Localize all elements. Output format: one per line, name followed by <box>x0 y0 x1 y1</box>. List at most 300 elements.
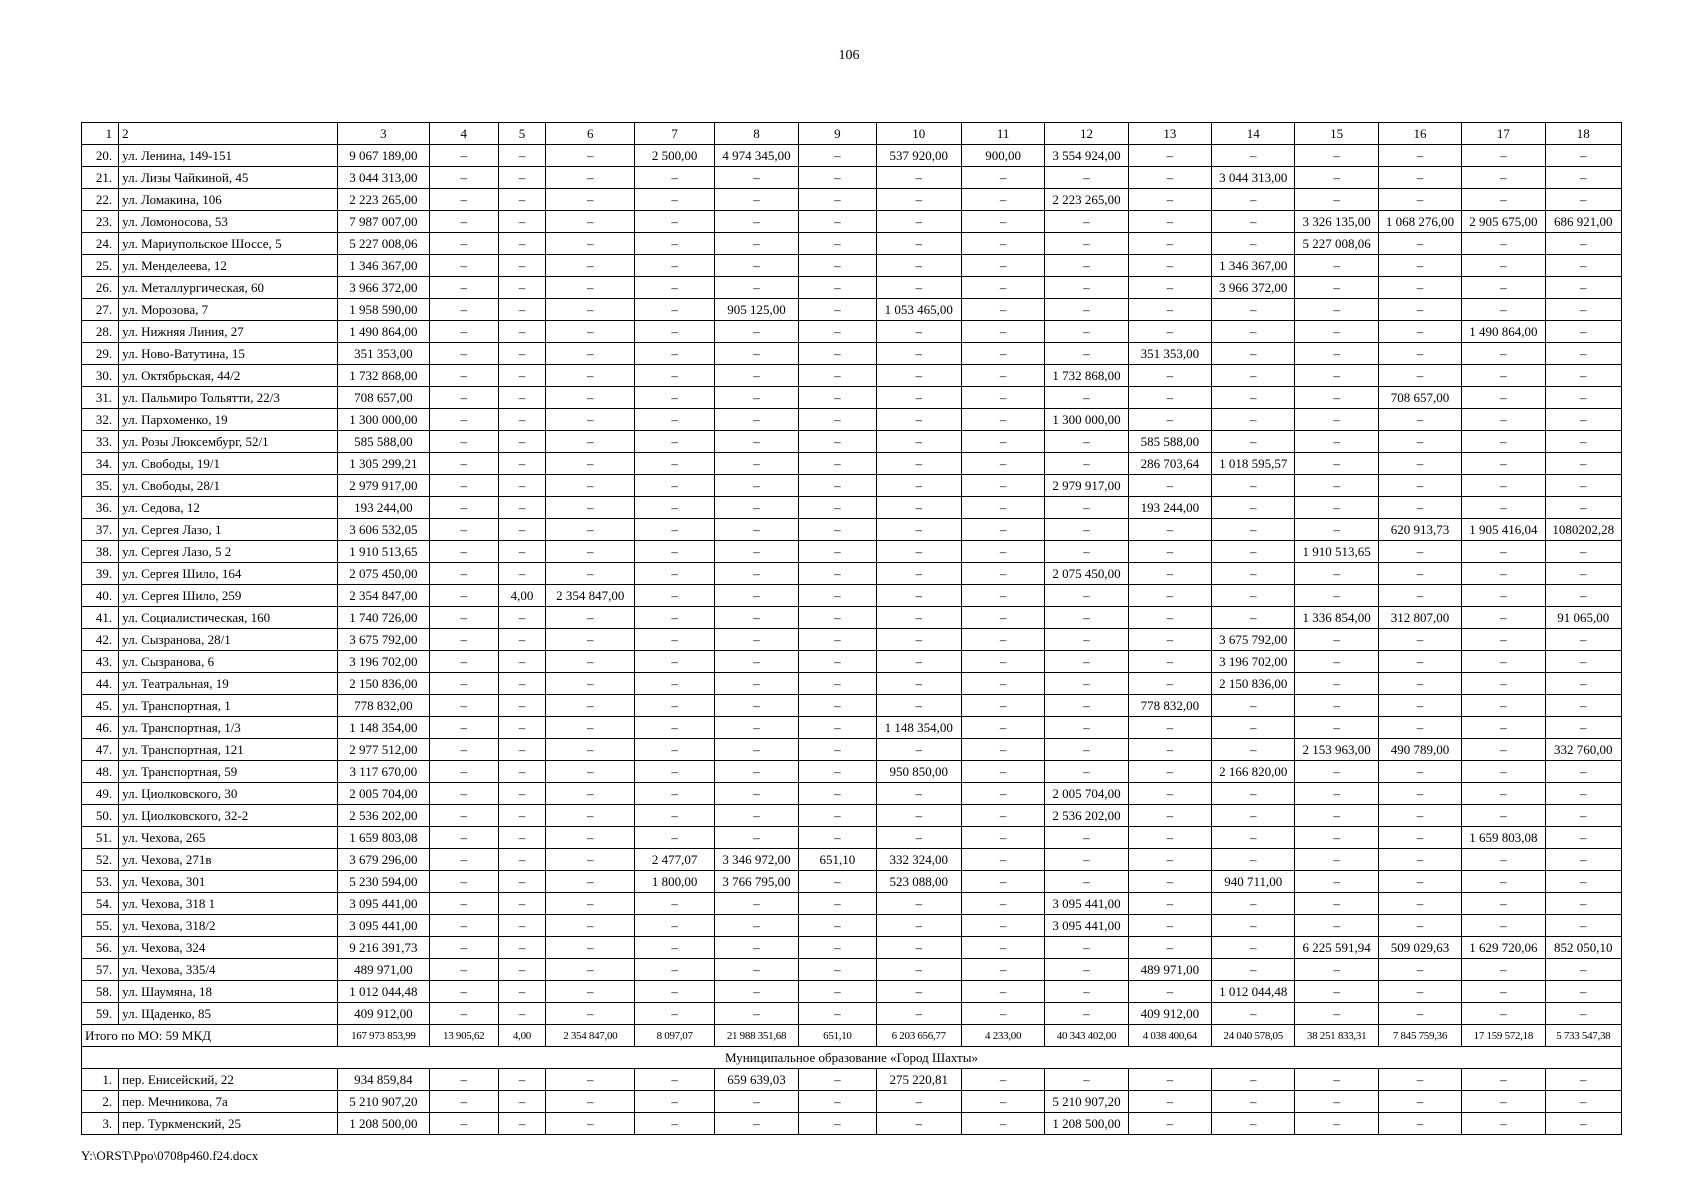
table-cell: – <box>1128 321 1211 343</box>
table-cell: 409 912,00 <box>338 1003 429 1025</box>
table-cell: – <box>1128 893 1211 915</box>
total-cell: 4 233,00 <box>961 1025 1044 1047</box>
table-cell: 38. <box>82 541 119 563</box>
table-cell: – <box>546 959 635 981</box>
table-cell: – <box>635 981 714 1003</box>
table-cell: – <box>1462 805 1545 827</box>
table-cell: – <box>498 827 545 849</box>
table-cell: – <box>961 717 1044 739</box>
table-cell: – <box>1128 739 1211 761</box>
table-cell: – <box>1295 1003 1378 1025</box>
table-cell: пер. Мечникова, 7а <box>119 1091 338 1113</box>
table-cell: 3. <box>82 1113 119 1135</box>
table-cell: 20. <box>82 145 119 167</box>
table-cell: – <box>1462 695 1545 717</box>
table-cell: 651,10 <box>799 849 876 871</box>
table-cell: – <box>498 541 545 563</box>
table-cell: – <box>1295 189 1378 211</box>
table-cell: 54. <box>82 893 119 915</box>
table-cell: – <box>1545 277 1621 299</box>
table-cell: – <box>429 937 498 959</box>
table-cell: 351 353,00 <box>338 343 429 365</box>
table-cell: – <box>876 387 961 409</box>
table-cell: – <box>498 673 545 695</box>
table-cell: 778 832,00 <box>1128 695 1211 717</box>
table-cell: – <box>635 1091 714 1113</box>
table-cell: 9 216 391,73 <box>338 937 429 959</box>
table-cell: ул. Циолковского, 32-2 <box>119 805 338 827</box>
table-cell: – <box>429 981 498 1003</box>
table-row <box>82 541 1622 563</box>
table-cell: 3 966 372,00 <box>338 277 429 299</box>
table-cell: 3 766 795,00 <box>714 871 798 893</box>
table-cell: 3 346 972,00 <box>714 849 798 871</box>
table-cell: – <box>714 805 798 827</box>
total-cell: 13 905,62 <box>429 1025 498 1047</box>
table-cell: – <box>635 893 714 915</box>
table-cell: 1 659 803,08 <box>1462 827 1545 849</box>
table-cell: – <box>714 343 798 365</box>
table-cell: – <box>1378 695 1461 717</box>
table-cell: – <box>1295 959 1378 981</box>
table-cell: – <box>1462 849 1545 871</box>
table-cell: – <box>714 607 798 629</box>
table-cell: 1 305 299,21 <box>338 453 429 475</box>
table-cell: – <box>546 893 635 915</box>
table-row <box>82 563 1622 585</box>
table-cell: – <box>429 761 498 783</box>
table-cell: – <box>429 211 498 233</box>
table-cell: – <box>1128 189 1211 211</box>
table-cell: 950 850,00 <box>876 761 961 783</box>
table-cell: – <box>429 651 498 673</box>
table-cell: – <box>799 475 876 497</box>
table-cell: – <box>1128 607 1211 629</box>
table-cell: 2 354 847,00 <box>338 585 429 607</box>
table-cell: – <box>714 981 798 1003</box>
table-cell: 3 679 296,00 <box>338 849 429 871</box>
header-cell: 17 <box>1462 123 1545 145</box>
table-cell: ул. Чехова, 318 1 <box>119 893 338 915</box>
table-cell: – <box>876 277 961 299</box>
table-cell: 3 095 441,00 <box>1045 893 1128 915</box>
table-cell: ул. Розы Люксембург, 52/1 <box>119 431 338 453</box>
table-cell: 36. <box>82 497 119 519</box>
table-cell: – <box>546 1003 635 1025</box>
table-cell: – <box>799 1091 876 1113</box>
table-cell: – <box>1295 299 1378 321</box>
table-cell: 29. <box>82 343 119 365</box>
table-row <box>82 651 1622 673</box>
table-cell: 1 336 854,00 <box>1295 607 1378 629</box>
table-cell: 1080202,28 <box>1545 519 1621 541</box>
table-row <box>82 849 1622 871</box>
table-cell: – <box>1045 1003 1128 1025</box>
table-cell: – <box>1545 409 1621 431</box>
table-cell: ул. Сергея Шило, 164 <box>119 563 338 585</box>
table-row <box>82 453 1622 475</box>
table-cell: – <box>1378 1003 1461 1025</box>
table-row <box>82 365 1622 387</box>
table-cell: – <box>1212 849 1295 871</box>
table-cell: – <box>1378 1113 1461 1135</box>
table-cell: – <box>429 673 498 695</box>
table-cell: – <box>1378 255 1461 277</box>
table-cell: 708 657,00 <box>338 387 429 409</box>
table-cell: – <box>1545 673 1621 695</box>
table-cell: – <box>635 1003 714 1025</box>
table-cell: 1. <box>82 1069 119 1091</box>
total-cell: 5 733 547,38 <box>1545 1025 1621 1047</box>
table-cell: – <box>1545 893 1621 915</box>
table-cell: – <box>635 431 714 453</box>
table-cell: – <box>876 981 961 1003</box>
table-cell: – <box>1545 585 1621 607</box>
table-cell: – <box>799 189 876 211</box>
table-cell: – <box>1378 871 1461 893</box>
header-cell: 11 <box>961 123 1044 145</box>
table-cell: пер. Туркменский, 25 <box>119 1113 338 1135</box>
table-cell: – <box>498 717 545 739</box>
header-cell: 2 <box>119 123 338 145</box>
total-cell: 651,10 <box>799 1025 876 1047</box>
table-cell: 2 005 704,00 <box>338 783 429 805</box>
table-cell: – <box>799 145 876 167</box>
table-cell: – <box>546 409 635 431</box>
table-cell: 9 067 189,00 <box>338 145 429 167</box>
table-cell: – <box>429 563 498 585</box>
table-cell: – <box>1128 211 1211 233</box>
table-cell: – <box>429 431 498 453</box>
table-cell: ул. Транспортная, 59 <box>119 761 338 783</box>
table-cell: – <box>498 739 545 761</box>
table-row <box>82 277 1622 299</box>
table-cell: ул. Чехова, 265 <box>119 827 338 849</box>
table-cell: 49. <box>82 783 119 805</box>
table-cell: – <box>1212 827 1295 849</box>
table-cell: – <box>1462 365 1545 387</box>
table-row <box>82 673 1622 695</box>
table-cell: 1 346 367,00 <box>1212 255 1295 277</box>
table-cell: – <box>1212 739 1295 761</box>
header-cell: 3 <box>338 123 429 145</box>
table-cell: 1 053 465,00 <box>876 299 961 321</box>
table-row <box>82 1113 1622 1135</box>
table-cell: – <box>1378 233 1461 255</box>
table-cell: 45. <box>82 695 119 717</box>
table-cell: ул. Пархоменко, 19 <box>119 409 338 431</box>
table-cell: – <box>799 1003 876 1025</box>
total-cell: 4,00 <box>498 1025 545 1047</box>
table-cell: 32. <box>82 409 119 431</box>
table-row <box>82 893 1622 915</box>
table-cell: – <box>1128 145 1211 167</box>
table-cell: 1 958 590,00 <box>338 299 429 321</box>
table-cell: – <box>799 277 876 299</box>
table-cell: – <box>546 651 635 673</box>
table-cell: – <box>1545 1003 1621 1025</box>
table-cell: – <box>1128 937 1211 959</box>
total-cell: 38 251 833,31 <box>1295 1025 1378 1047</box>
table-cell: – <box>1045 607 1128 629</box>
table-cell: 47. <box>82 739 119 761</box>
table-cell: – <box>1212 717 1295 739</box>
table-cell: – <box>1128 277 1211 299</box>
table-cell: – <box>876 783 961 805</box>
table-cell: 1 208 500,00 <box>338 1113 429 1135</box>
header-cell: 5 <box>498 123 545 145</box>
table-row <box>82 827 1622 849</box>
table-cell: – <box>429 541 498 563</box>
total-label: Итого по МО: 59 МКД <box>82 1025 338 1047</box>
table-cell: – <box>1462 585 1545 607</box>
table-cell: – <box>546 343 635 365</box>
table-cell: – <box>498 959 545 981</box>
table-cell: – <box>1212 475 1295 497</box>
table-cell: ул. Шаумяна, 18 <box>119 981 338 1003</box>
table-cell: – <box>1212 915 1295 937</box>
table-cell: 3 095 441,00 <box>338 893 429 915</box>
table-cell: ул. Ленина, 149-151 <box>119 145 338 167</box>
table-cell: 53. <box>82 871 119 893</box>
table-cell: – <box>498 893 545 915</box>
table-cell: ул. Сызранова, 28/1 <box>119 629 338 651</box>
table-cell: – <box>961 827 1044 849</box>
table-cell: – <box>1128 475 1211 497</box>
table-cell: – <box>429 365 498 387</box>
table-cell: – <box>1462 453 1545 475</box>
table-cell: – <box>1545 475 1621 497</box>
table-cell: – <box>799 519 876 541</box>
table-row <box>82 915 1622 937</box>
table-cell: – <box>1462 783 1545 805</box>
table-cell: – <box>1378 1069 1461 1091</box>
table-cell: ул. Транспортная, 121 <box>119 739 338 761</box>
table-cell: – <box>1462 277 1545 299</box>
table-cell: – <box>1045 673 1128 695</box>
table-cell: ул. Транспортная, 1/3 <box>119 717 338 739</box>
table-cell: – <box>1212 893 1295 915</box>
table-cell: – <box>1045 431 1128 453</box>
header-cell: 14 <box>1212 123 1295 145</box>
table-cell: – <box>961 453 1044 475</box>
table-cell: – <box>498 167 545 189</box>
table-cell: 1 659 803,08 <box>338 827 429 849</box>
table-cell: – <box>1128 827 1211 849</box>
table-cell: – <box>714 431 798 453</box>
table-cell: – <box>1545 1091 1621 1113</box>
table-cell: – <box>876 827 961 849</box>
header-cell: 7 <box>635 123 714 145</box>
table-row <box>82 805 1622 827</box>
table-cell: 1 148 354,00 <box>876 717 961 739</box>
table-cell: – <box>498 871 545 893</box>
table-cell: 5 227 008,06 <box>1295 233 1378 255</box>
table-cell: – <box>635 915 714 937</box>
table-cell: – <box>1128 761 1211 783</box>
table-cell: 41. <box>82 607 119 629</box>
table-cell: 5 210 907,20 <box>1045 1091 1128 1113</box>
table-cell: – <box>799 585 876 607</box>
table-cell: – <box>1378 277 1461 299</box>
table-cell: 42. <box>82 629 119 651</box>
table-cell: – <box>1295 431 1378 453</box>
table-cell: – <box>498 409 545 431</box>
table-cell: – <box>546 827 635 849</box>
table-cell: – <box>1545 255 1621 277</box>
table-cell: ул. Щаденко, 85 <box>119 1003 338 1025</box>
table-cell: – <box>1295 695 1378 717</box>
table-cell: – <box>635 761 714 783</box>
table-cell: 934 859,84 <box>338 1069 429 1091</box>
table-cell: – <box>1045 167 1128 189</box>
table-cell: – <box>1378 409 1461 431</box>
table-cell: – <box>546 365 635 387</box>
table-cell: – <box>429 607 498 629</box>
table-cell: – <box>635 497 714 519</box>
table-cell: 2 223 265,00 <box>1045 189 1128 211</box>
table-cell: – <box>429 959 498 981</box>
table-cell: – <box>714 563 798 585</box>
table-cell: – <box>1545 387 1621 409</box>
table-cell: – <box>429 739 498 761</box>
table-cell: 1 300 000,00 <box>1045 409 1128 431</box>
table-cell: – <box>498 805 545 827</box>
table-cell: 30. <box>82 365 119 387</box>
table-cell: – <box>498 651 545 673</box>
table-cell: – <box>1545 717 1621 739</box>
table-cell: – <box>1212 189 1295 211</box>
total-cell: 2 354 847,00 <box>546 1025 635 1047</box>
table-cell: – <box>1378 321 1461 343</box>
table-cell: – <box>1045 321 1128 343</box>
table-cell: ул. Чехова, 335/4 <box>119 959 338 981</box>
table-cell: – <box>1128 717 1211 739</box>
table-cell: – <box>1212 299 1295 321</box>
table-cell: – <box>1545 805 1621 827</box>
table-cell: – <box>961 497 1044 519</box>
table-cell: – <box>546 189 635 211</box>
table-cell: – <box>1212 563 1295 585</box>
table-cell: 3 606 532,05 <box>338 519 429 541</box>
table-cell: – <box>714 1003 798 1025</box>
table-row <box>82 981 1622 1003</box>
table-cell: – <box>1128 167 1211 189</box>
table-cell: – <box>714 211 798 233</box>
table-cell: – <box>799 321 876 343</box>
table-cell: – <box>546 695 635 717</box>
table-cell: – <box>1462 475 1545 497</box>
table-cell: 2 536 202,00 <box>1045 805 1128 827</box>
table-row <box>82 959 1622 981</box>
table-cell: 193 244,00 <box>1128 497 1211 519</box>
table-cell: 3 117 670,00 <box>338 761 429 783</box>
table-cell: – <box>1212 1069 1295 1091</box>
table-cell: – <box>714 1113 798 1135</box>
table-cell: – <box>546 299 635 321</box>
table-cell: – <box>876 673 961 695</box>
table-cell: – <box>1462 563 1545 585</box>
table-cell: – <box>876 651 961 673</box>
table-cell: – <box>635 453 714 475</box>
table-row <box>82 937 1622 959</box>
table-cell: – <box>799 739 876 761</box>
table-cell: – <box>1045 541 1128 563</box>
table-cell: 24. <box>82 233 119 255</box>
table-cell: – <box>429 409 498 431</box>
table-cell: – <box>799 1069 876 1091</box>
table-row <box>82 607 1622 629</box>
total-cell: 24 040 578,05 <box>1212 1025 1295 1047</box>
table-row <box>82 475 1622 497</box>
table-cell: ул. Нижняя Линия, 27 <box>119 321 338 343</box>
table-cell: – <box>635 233 714 255</box>
table-row <box>82 211 1622 233</box>
table-cell: 537 920,00 <box>876 145 961 167</box>
table-cell: ул. Сергея Шило, 259 <box>119 585 338 607</box>
table-cell: 193 244,00 <box>338 497 429 519</box>
table-cell: – <box>961 343 1044 365</box>
table-cell: – <box>635 387 714 409</box>
header-cell: 12 <box>1045 123 1128 145</box>
table-cell: – <box>1045 695 1128 717</box>
table-row <box>82 497 1622 519</box>
header-cell: 15 <box>1295 123 1378 145</box>
table-cell: – <box>961 937 1044 959</box>
table-cell: – <box>799 871 876 893</box>
table-cell: – <box>876 1113 961 1135</box>
table-cell: 4 974 345,00 <box>714 145 798 167</box>
table-cell: – <box>1045 277 1128 299</box>
table-cell: – <box>1045 849 1128 871</box>
table-cell: – <box>635 827 714 849</box>
table-cell: – <box>1045 299 1128 321</box>
table-cell: – <box>799 761 876 783</box>
table-cell: – <box>714 167 798 189</box>
table-cell: – <box>1295 871 1378 893</box>
table-cell: – <box>1045 717 1128 739</box>
table-cell: – <box>799 915 876 937</box>
table-cell: 708 657,00 <box>1378 387 1461 409</box>
table-row <box>82 717 1622 739</box>
table-cell: – <box>1378 805 1461 827</box>
table-cell: 3 196 702,00 <box>1212 651 1295 673</box>
total-row <box>82 1025 1622 1047</box>
table-cell: – <box>876 189 961 211</box>
table-cell: ул. Ломакина, 106 <box>119 189 338 211</box>
table-row <box>82 871 1622 893</box>
table-row <box>82 321 1622 343</box>
table-cell: – <box>498 343 545 365</box>
table-cell: – <box>1295 893 1378 915</box>
table-cell: – <box>635 783 714 805</box>
table-row <box>82 1069 1622 1091</box>
table-cell: ул. Октябрьская, 44/2 <box>119 365 338 387</box>
table-cell: 2 979 917,00 <box>338 475 429 497</box>
table-cell: – <box>429 717 498 739</box>
table-cell: ул. Пальмиро Тольятти, 22/3 <box>119 387 338 409</box>
table-cell: – <box>635 321 714 343</box>
table-cell: – <box>714 959 798 981</box>
table-cell: 27. <box>82 299 119 321</box>
table-cell: – <box>1378 299 1461 321</box>
table-cell: – <box>1212 519 1295 541</box>
table-row <box>82 233 1622 255</box>
table-cell: – <box>799 1113 876 1135</box>
table-cell: – <box>1378 167 1461 189</box>
table-cell: 1 732 868,00 <box>338 365 429 387</box>
footer-file-path: Y:\ORST\Ppo\0708p460.f24.docx <box>81 1148 259 1163</box>
